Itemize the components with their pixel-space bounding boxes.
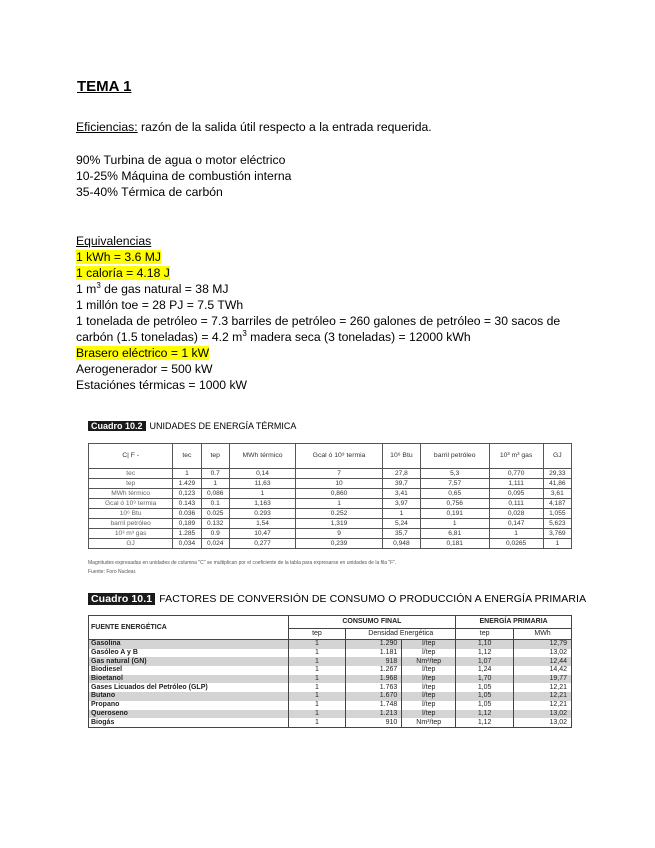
table-cell: 7	[296, 469, 383, 479]
efficiency-text: razón de la salida útil respecto a la entrada requerida.	[137, 120, 432, 134]
table-cell: 12,21	[514, 683, 572, 692]
table-cell: 1,163	[229, 499, 295, 509]
fuel-name: Biogás	[89, 718, 289, 727]
page-title: TEMA 1	[77, 78, 132, 95]
table-cell: 0,277	[229, 539, 295, 549]
table-cell: 0,860	[296, 489, 383, 499]
table-row	[89, 666, 572, 675]
table-cell: 910	[346, 718, 402, 727]
table-cell: 1	[288, 710, 346, 719]
table-cell: 0,095	[489, 489, 543, 499]
table-10-2-caption-text: UNIDADES DE ENERGÍA TÉRMICA	[149, 421, 297, 431]
table-cell: 12,21	[514, 692, 572, 701]
thermal-table-header: C| F -	[89, 444, 173, 469]
table-cell: 1.763	[346, 683, 402, 692]
table-cell: 1	[288, 683, 346, 692]
gas-sup: 3	[96, 280, 101, 290]
table-row	[89, 649, 572, 658]
equivalences-heading: Equivalencias	[76, 234, 152, 248]
gas-post: de gas natural = 38 MJ	[100, 282, 229, 296]
row-label: tec	[89, 469, 173, 479]
row-label: GJ	[89, 539, 173, 549]
table-cell: 1	[288, 701, 346, 710]
table-cell: 0.132	[201, 519, 229, 529]
table-cell: 0.025	[201, 509, 229, 519]
fuel-name: Butano	[89, 692, 289, 701]
header-densidad: Densidad Energética	[346, 629, 456, 640]
table-row	[89, 469, 572, 479]
table-cell: 1,24	[456, 666, 514, 675]
table-row	[89, 692, 572, 701]
table-cell: 1,12	[456, 710, 514, 719]
table-cell: 0,189	[173, 519, 201, 529]
table-row	[89, 710, 572, 719]
table-cell: 0,111	[489, 499, 543, 509]
table-cell: 1	[288, 649, 346, 658]
header-energia-primaria: ENERGÍA PRIMARIA	[456, 616, 572, 629]
table-cell: 0,14	[229, 469, 295, 479]
table-cell: 13,02	[514, 710, 572, 719]
row-label: 10³ m³ gas	[89, 529, 173, 539]
fuel-name: Bioetanol	[89, 675, 289, 684]
table-cell: l/tep	[402, 675, 456, 684]
table-cell: 39,7	[382, 479, 420, 489]
fuel-name: Gasóleo A y B	[89, 649, 289, 658]
table-row	[89, 640, 572, 649]
table-cell: 1.267	[346, 666, 402, 675]
thermal-table-header: barril petróleo	[420, 444, 489, 469]
table-cell: 1	[173, 469, 201, 479]
table-cell: 1.670	[346, 692, 402, 701]
gas-pre: 1 m	[76, 282, 97, 296]
table-cell: 0,028	[489, 509, 543, 519]
table-cell: 0.293	[229, 509, 295, 519]
table-cell: 11,63	[229, 479, 295, 489]
table-cell: 1	[201, 479, 229, 489]
table-cell: 1,111	[489, 479, 543, 489]
table-cell: 0.7	[201, 469, 229, 479]
table-cell: 1,05	[456, 692, 514, 701]
efficiency-definition	[76, 119, 432, 135]
thermal-units-table	[88, 443, 572, 549]
table-cell: 0,024	[201, 539, 229, 549]
header-fuente: FUENTE ENERGÉTICA	[89, 616, 289, 640]
table-cell: 0,086	[201, 489, 229, 499]
table-cell: 10	[296, 479, 383, 489]
table-10-2-source: Fuente: Foro Nuclear.	[88, 569, 137, 575]
row-label: tep	[89, 479, 173, 489]
table-cell: 1	[296, 499, 383, 509]
table-cell: 5,24	[382, 519, 420, 529]
table-cell: 13,02	[514, 718, 572, 727]
table-cell: 6,81	[420, 529, 489, 539]
table-cell: 14,42	[514, 666, 572, 675]
table-cell: 35,7	[382, 529, 420, 539]
table-row	[89, 701, 572, 710]
equivalence-brasero: Brasero eléctrico = 1 kW	[76, 346, 210, 360]
thermal-table-header: tep	[201, 444, 229, 469]
header-tep: tep	[288, 629, 346, 640]
efficiency-item: 10-25% Máquina de combustión interna	[76, 169, 292, 183]
table-cell: 12,21	[514, 701, 572, 710]
table-cell: 1	[288, 640, 346, 649]
primary-energy-table	[88, 615, 572, 728]
table-10-1-caption-box: Cuadro 10.1	[88, 593, 155, 605]
table-cell: 12,44	[514, 657, 572, 666]
efficiency-item: 35-40% Térmica de carbón	[76, 185, 223, 199]
table-row	[89, 499, 572, 509]
table-row	[89, 675, 572, 684]
table-cell: 1,54	[229, 519, 295, 529]
fuel-name: Gases Licuados del Petróleo (GLP)	[89, 683, 289, 692]
equivalence-tonelada-1: 1 tonelada de petróleo = 7.3 barriles de petróleo = 260 galones de petróleo = 30 sacos de	[76, 314, 561, 328]
table-10-1-caption-text: FACTORES DE CONVERSIÓN DE CONSUMO O PRODUCCIÓN A ENERGÍA PRIMARIA	[159, 593, 587, 605]
header-consumo-final: CONSUMO FINAL	[288, 616, 456, 629]
row-label: Gcal ó 10⁹ termia	[89, 499, 173, 509]
table-cell: 0,147	[489, 519, 543, 529]
table-cell: 19,77	[514, 675, 572, 684]
table-10-2-caption	[88, 421, 296, 431]
table-cell: 1,05	[456, 683, 514, 692]
table-cell: l/tep	[402, 692, 456, 701]
table-cell: 27,8	[382, 469, 420, 479]
equivalence-million-toe: 1 millón toe = 28 PJ = 7.5 TWh	[76, 298, 244, 312]
table-row	[89, 479, 572, 489]
table-cell: 1	[229, 489, 295, 499]
table-cell: 0,770	[489, 469, 543, 479]
row-label: MWh térmico	[89, 489, 173, 499]
table-cell: 0.143	[173, 499, 201, 509]
table-cell: Nm³/tep	[402, 718, 456, 727]
table-cell: 0,948	[382, 539, 420, 549]
table-cell: 3,61	[543, 489, 571, 499]
table-cell: 0,239	[296, 539, 383, 549]
table-cell: Nm³/tep	[402, 657, 456, 666]
table-cell: 9	[296, 529, 383, 539]
table-10-1-caption	[88, 593, 586, 605]
table-cell: 1.285	[173, 529, 201, 539]
efficiency-label: Eficiencias:	[76, 120, 138, 134]
table-cell: 1,70	[456, 675, 514, 684]
table-cell: 1	[543, 539, 571, 549]
table-cell: 0.1	[201, 499, 229, 509]
table-cell: 3,97	[382, 499, 420, 509]
table-cell: 5,3	[420, 469, 489, 479]
table-cell: 3,769	[543, 529, 571, 539]
thermal-table-header: 10³ m³ gas	[489, 444, 543, 469]
table-cell: 0.252	[296, 509, 383, 519]
table-row	[89, 509, 572, 519]
table-cell: 1,055	[543, 509, 571, 519]
table-cell: 0,181	[420, 539, 489, 549]
table-cell: 12,79	[514, 640, 572, 649]
fuel-name: Gasolina	[89, 640, 289, 649]
thermal-table-header: 10⁶ Btu	[382, 444, 420, 469]
header-tep-primaria: tep	[456, 629, 514, 640]
thermal-table-header: GJ	[543, 444, 571, 469]
table-cell: 1,07	[456, 657, 514, 666]
equivalence-kwh: 1 kWh = 3.6 MJ	[76, 250, 162, 264]
fuel-name: Propano	[89, 701, 289, 710]
table-cell: 1.748	[346, 701, 402, 710]
table-cell: 1	[288, 657, 346, 666]
equivalence-aerogenerador: Aerogenerador = 500 kW	[76, 362, 213, 376]
efficiency-item: 90% Turbina de agua o motor eléctrico	[76, 153, 286, 167]
table-10-2-note: Magnitudes expresadas en unidades de columna "C" se multiplican por el coeficiente de la tabla para expresarse en unidades de la fila "F".	[88, 560, 397, 566]
table-row	[89, 657, 572, 666]
tonelada-pre: carbón (1.5 toneladas) = 4.2 m	[76, 330, 243, 344]
table-cell: 1	[420, 519, 489, 529]
table-cell: 1.213	[346, 710, 402, 719]
table-row	[89, 718, 572, 727]
fuel-name: Biodiesel	[89, 666, 289, 675]
table-row	[89, 489, 572, 499]
table-cell: 1	[288, 675, 346, 684]
table-cell: 1,05	[456, 701, 514, 710]
table-cell: l/tep	[402, 666, 456, 675]
table-cell: 41,86	[543, 479, 571, 489]
table-cell: 1	[489, 529, 543, 539]
table-10-2-caption-box: Cuadro 10.2	[88, 421, 146, 431]
table-cell: 0,123	[173, 489, 201, 499]
row-label: barril petróleo	[89, 519, 173, 529]
thermal-table-header: MWh térmico	[229, 444, 295, 469]
table-cell: 1,12	[456, 649, 514, 658]
tonelada-sup: 3	[242, 328, 247, 338]
table-cell: 7,57	[420, 479, 489, 489]
table-cell: 1.968	[346, 675, 402, 684]
table-cell: 29,33	[543, 469, 571, 479]
table-cell: 13,02	[514, 649, 572, 658]
fuel-name: Queroseno	[89, 710, 289, 719]
table-cell: 918	[346, 657, 402, 666]
table-cell: 0.036	[173, 509, 201, 519]
equivalence-estaciones: Estaciónes térmicas = 1000 kW	[76, 378, 248, 392]
table-cell: 10,47	[229, 529, 295, 539]
equivalence-gas	[76, 281, 229, 297]
thermal-table-header: Gcal ó 10⁹ termia	[296, 444, 383, 469]
table-cell: 1	[288, 692, 346, 701]
row-label: 10⁶ Btu	[89, 509, 173, 519]
table-cell: 1,12	[456, 718, 514, 727]
table-cell: 0,191	[420, 509, 489, 519]
table-cell: 1.429	[173, 479, 201, 489]
table-cell: 0,0265	[489, 539, 543, 549]
table-cell: 1	[382, 509, 420, 519]
table-cell: 0,65	[420, 489, 489, 499]
thermal-table-header: tec	[173, 444, 201, 469]
table-cell: 1.290	[346, 640, 402, 649]
header-mwh: MWh	[514, 629, 572, 640]
tonelada-post: madera seca (3 toneladas) = 12000 kWh	[246, 330, 471, 344]
equivalence-tonelada-2	[76, 329, 471, 345]
table-cell: 1.181	[346, 649, 402, 658]
table-cell: 0,756	[420, 499, 489, 509]
table-cell: 0.9	[201, 529, 229, 539]
table-cell: 1,10	[456, 640, 514, 649]
table-cell: l/tep	[402, 683, 456, 692]
table-row	[89, 519, 572, 529]
table-cell: 1	[288, 718, 346, 727]
equivalence-caloria: 1 caloría = 4.18 J	[76, 266, 170, 280]
table-cell: l/tep	[402, 640, 456, 649]
table-cell: 0,034	[173, 539, 201, 549]
table-cell: 1,319	[296, 519, 383, 529]
fuel-name: Gas natural (GN)	[89, 657, 289, 666]
table-cell: 5,623	[543, 519, 571, 529]
table-row	[89, 529, 572, 539]
table-cell: l/tep	[402, 649, 456, 658]
table-cell: 4,187	[543, 499, 571, 509]
table-row	[89, 539, 572, 549]
table-cell: 3,41	[382, 489, 420, 499]
table-cell: l/tep	[402, 710, 456, 719]
table-row	[89, 683, 572, 692]
table-cell: l/tep	[402, 701, 456, 710]
table-cell: 1	[288, 666, 346, 675]
